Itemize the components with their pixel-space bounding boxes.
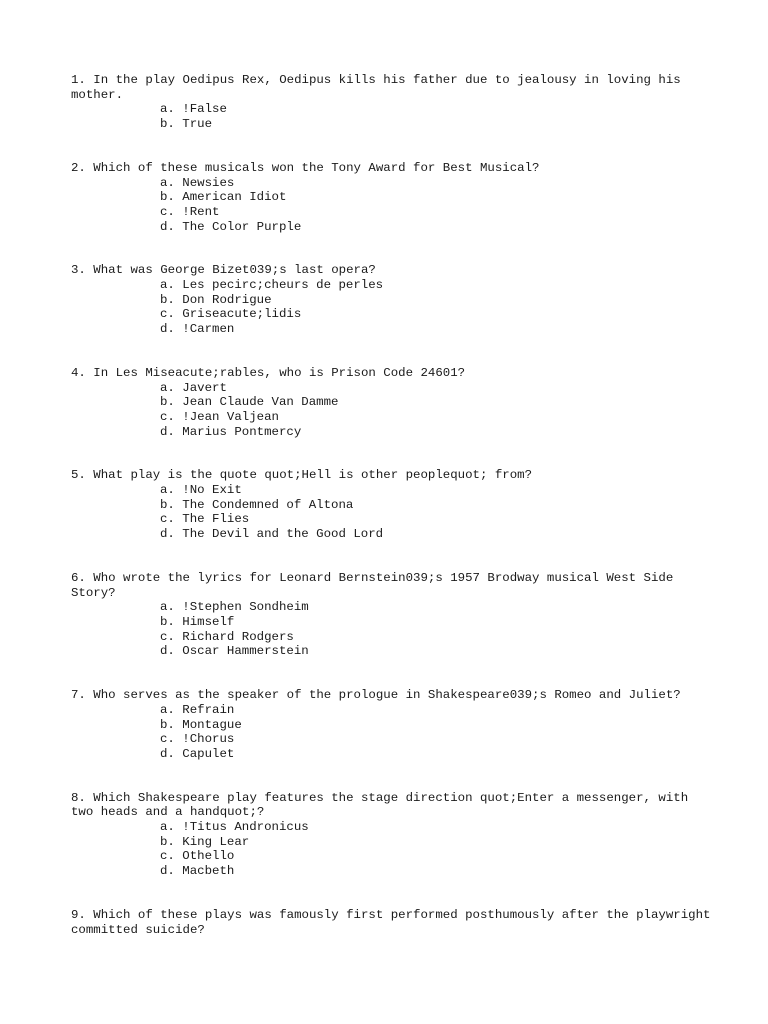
- answer-option: b. Montague: [160, 717, 242, 732]
- answer-option: b. Jean Claude Van Damme: [160, 395, 339, 410]
- quiz-document: [71, 73, 718, 966]
- question-3: [71, 263, 711, 337]
- answer-option: c. The Flies: [160, 512, 250, 527]
- answer-option: c. Othello: [160, 849, 235, 864]
- answer-option: c. !Jean Valjean: [160, 409, 279, 424]
- answer-option: c. Griseacute;lidis: [160, 307, 302, 322]
- question-text: 9. Which of these plays was famously first performed posthumously after the playwright committed suicide?: [71, 907, 718, 937]
- answer-option: a. Javert: [160, 380, 227, 395]
- answer-option: d. The Devil and the Good Lord: [160, 527, 384, 542]
- answer-option: a. !False: [160, 102, 227, 117]
- answer-options: [71, 102, 711, 131]
- question-text: 8. Which Shakespeare play features the stage direction quot;Enter a messenger, with two heads and a handquot;?: [71, 790, 696, 820]
- question-text: 5. What play is the quote quot;Hell is other peoplequot; from?: [71, 468, 533, 483]
- question-text: 1. In the play Oedipus Rex, Oedipus kills his father due to jealousy in loving his mother.: [71, 73, 689, 102]
- answer-option: c. !Rent: [160, 204, 220, 219]
- answer-options: [71, 600, 711, 659]
- answer-option: a. !No Exit: [160, 483, 242, 498]
- question-text: 7. Who serves as the speaker of the prologue in Shakespeare039;s Romeo and Juliet?: [71, 688, 681, 703]
- answer-option: b. American Idiot: [160, 190, 287, 205]
- answer-option: d. Marius Pontmercy: [160, 424, 302, 439]
- question-text: 3. What was George Bizet039;s last opera?: [71, 263, 376, 278]
- question-5: [71, 468, 711, 542]
- question-4: [71, 366, 711, 440]
- answer-option: a. Refrain: [160, 702, 235, 717]
- answer-option: b. The Condemned of Altona: [160, 497, 354, 512]
- answer-option: d. Capulet: [160, 746, 235, 761]
- answer-options: [71, 278, 711, 337]
- answer-option: d. Oscar Hammerstein: [160, 644, 309, 659]
- answer-option: d. !Carmen: [160, 322, 235, 337]
- answer-option: b. Himself: [160, 614, 235, 629]
- answer-options: [71, 483, 711, 542]
- answer-option: b. True: [160, 117, 213, 132]
- answer-option: d. Macbeth: [160, 864, 235, 879]
- answer-option: a. !Stephen Sondheim: [160, 600, 309, 615]
- answer-option: c. Richard Rodgers: [160, 629, 294, 644]
- answer-options: [71, 176, 711, 235]
- answer-option: a. Newsies: [160, 175, 235, 190]
- answer-options: [71, 381, 711, 440]
- answer-option: a. !Titus Andronicus: [160, 820, 309, 835]
- question-6: [71, 571, 711, 659]
- question-2: [71, 161, 711, 235]
- answer-options: [71, 703, 711, 762]
- answer-option: a. Les pecirc;cheurs de perles: [160, 278, 384, 293]
- question-8: [71, 791, 711, 879]
- answer-option: d. The Color Purple: [160, 219, 302, 234]
- answer-option: c. !Chorus: [160, 732, 235, 747]
- answer-option: b. King Lear: [160, 834, 250, 849]
- question-7: [71, 688, 711, 762]
- answer-option: b. Don Rodrigue: [160, 292, 272, 307]
- question-text: 6. Who wrote the lyrics for Leonard Bernstein039;s 1957 Brodway musical West Side Story?: [71, 570, 681, 600]
- question-text: 4. In Les Miseacute;rables, who is Prison Code 24601?: [71, 365, 466, 380]
- question-9: [71, 907, 718, 937]
- question-text: 2. Which of these musicals won the Tony Award for Best Musical?: [71, 160, 540, 175]
- answer-options: [71, 820, 711, 879]
- question-1: [71, 73, 711, 132]
